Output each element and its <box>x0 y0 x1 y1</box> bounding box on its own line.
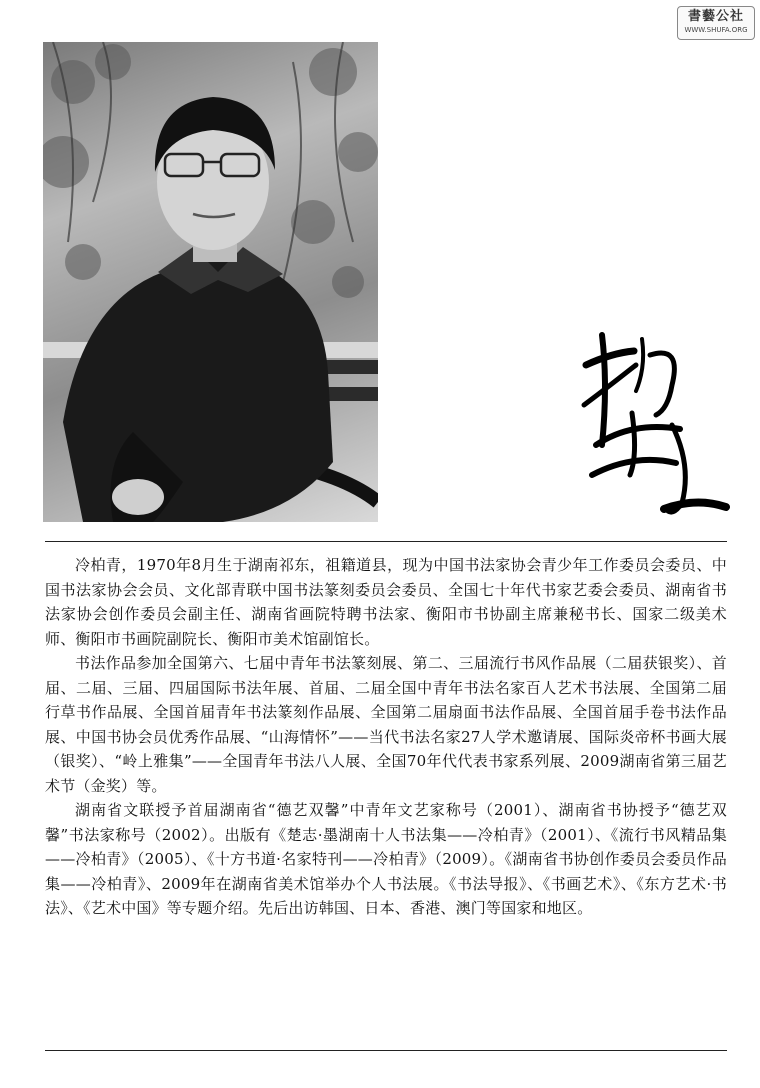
bio-paragraph-1: 冷柏青，1970年8月生于湖南祁东，祖籍道县，现为中国书法家协会青少年工作委员会委员、中国书法家协会会员、文化部青联中国书法篆刻委员会委员、全国七十年代书家艺委会委员、湖南省书法家协会创作委员会副主任、湖南省画院特聘书法家、衡阳市书协副主席兼秘书长、国家二级美术师、衡阳市书画院副院长、衡阳市美术馆副馆长。 <box>45 556 727 648</box>
top-divider <box>45 541 727 542</box>
site-logo[interactable] <box>677 6 755 40</box>
site-logo-name: 書藝公社 <box>687 9 744 24</box>
calligraphy-signature <box>572 325 732 525</box>
bio-paragraph-2: 书法作品参加全国第六、七届中青年书法篆刻展、第二、三届流行书风作品展（二届获银奖）、首届、二届、三届、四届国际书法年展、首届、二届全国中青年书法名家百人艺术书法展、全国第二届行草书作品展、全国首届青年书法篆刻作品展、全国第二届扇面书法作品展、全国首届手卷书法作品展、中国书协会员优秀作品展、“山海情怀”——当代书法名家27人学术邀请展、国际炎帝杯书画大展（银奖）、“岭上雅集”——全国青年书法八人展、全国70年代代表书家系列展、2009湖南省第三届艺术节（金奖）等。 <box>45 654 727 795</box>
biography-text <box>45 553 727 921</box>
portrait-photo <box>43 42 378 522</box>
bio-paragraph-3: 湖南省文联授予首届湖南省“德艺双馨”中青年文艺家称号（2001）、湖南省书协授予“德艺双馨”书法家称号（2002）。出版有《楚志·墨湖南十人书法集——冷柏青》（2001）、《流行书风精品集——冷柏青》（2005）、《十方书道·名家特刊——冷柏青》（2009）。《湖南省书协创作委员会委员作品集——冷柏青》、2009年在湖南省美术馆举办个人书法展。《书法导报》、《书画艺术》、《东方艺术·书法》、《艺术中国》等专题介绍。先后出访韩国、日本、香港、澳门等国家和地区。 <box>45 801 727 917</box>
site-logo-url: WWW.SHUFA.ORG <box>684 26 748 34</box>
bottom-divider <box>45 1050 727 1051</box>
